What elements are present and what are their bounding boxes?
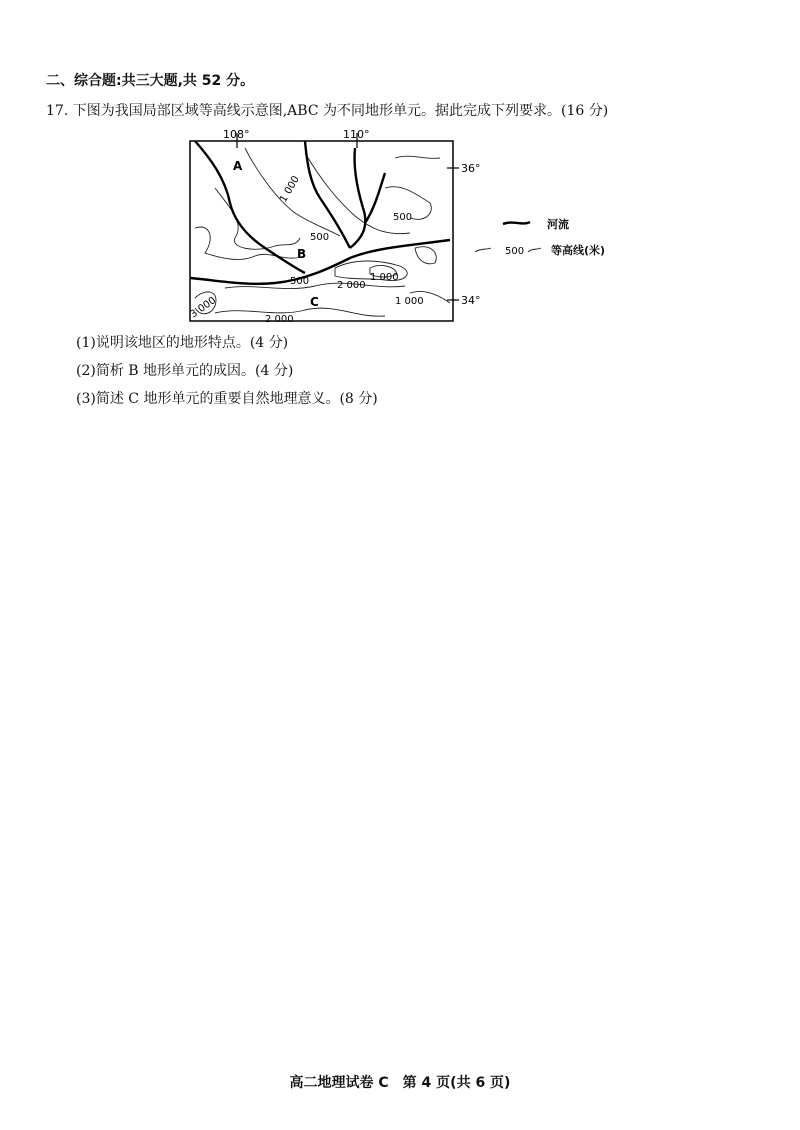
contour-label-500-b: 500	[393, 212, 413, 223]
legend-contour-symbol-2	[528, 248, 541, 252]
lat-label-34: 34°	[461, 294, 481, 307]
contour-label-3000: 3 000	[188, 295, 219, 321]
question-17-stem: 17. 下图为我国局部区域等高线示意图,ABC 为不同地形单元。据此完成下列要求。(16 分)	[46, 103, 609, 119]
contour-map-svg	[185, 128, 569, 328]
page-footer: 高二地理试卷 C 第 4 页(共 6 页)	[289, 1075, 511, 1091]
lon-label-108: 108°	[223, 128, 250, 141]
contour-label-1000-a: 1 000	[278, 174, 302, 205]
sub-question-2: (2)简析 B 地形单元的成因。(4 分)	[76, 363, 294, 379]
legend-river-symbol	[503, 222, 530, 224]
contour-label-1000-c: 1 000	[395, 296, 424, 307]
legend-river-label: 河流	[547, 218, 569, 231]
contour-label-500-c: 500	[290, 276, 310, 287]
section-title: 二、综合题:共三大题,共 52 分。	[46, 73, 255, 89]
map-frame	[190, 141, 453, 321]
lat-label-36: 36°	[461, 162, 481, 175]
region-label-c: C	[310, 295, 319, 309]
legend-contour-symbol	[475, 248, 491, 252]
contour-map	[185, 128, 606, 328]
region-label-a: A	[233, 159, 243, 173]
sub-question-3: (3)简述 C 地形单元的重要自然地理意义。(8 分)	[76, 391, 378, 407]
contour-label-2000-a: 2 000	[337, 280, 366, 291]
legend-contour-value: 500	[505, 246, 525, 257]
region-label-b: B	[297, 247, 307, 261]
contour-label-2000-b: 2 000	[265, 314, 294, 325]
legend-contour-label: 等高线(米)	[551, 244, 606, 257]
contour-label-1000-b: 1 000	[370, 272, 399, 283]
lon-label-110: 110°	[343, 128, 370, 141]
sub-question-1: (1)说明该地区的地形特点。(4 分)	[76, 335, 289, 351]
contour-label-500-a: 500	[310, 232, 330, 243]
